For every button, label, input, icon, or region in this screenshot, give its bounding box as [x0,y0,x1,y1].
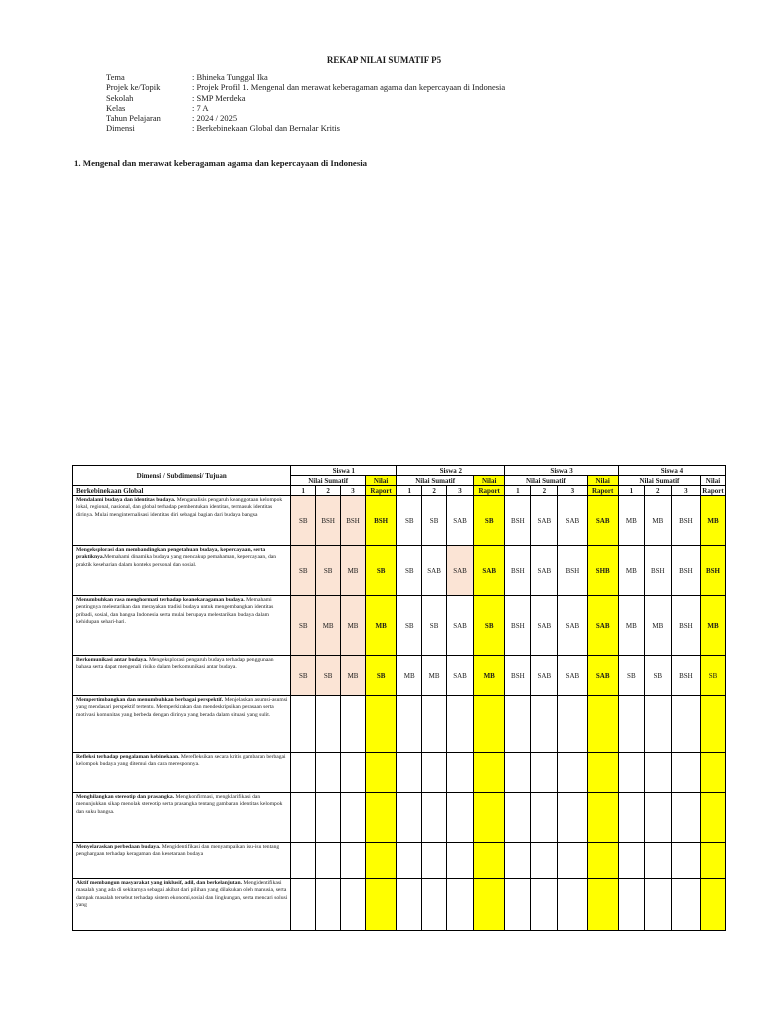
grade-cell [671,753,700,793]
subdimension-text: Merefleksikan secara kritis gambaran berbagai kelompok budaya yang ditemui dan cara meresponnya. [76,754,286,768]
grade-cell [291,696,316,753]
grade-cell: SAB [422,546,447,596]
grade-cell [316,696,341,753]
raport-grade-cell: SB [474,596,505,656]
grade-cell: BSH [671,596,700,656]
raport-grade-cell: SAB [587,596,618,656]
grade-cell [618,696,644,753]
raport-grade-cell [474,753,505,793]
subdimension-title: Menyelaraskan perbedaan budaya. [76,844,161,850]
raport-grade-cell: SAB [587,656,618,696]
subdimension-title: Menumbuhkan rasa menghormati terhadap keanekaragaman budaya. [76,597,245,603]
subdimension-title: Mendalami budaya dan identitas budaya. [76,497,176,503]
info-label: Dimensi [106,123,135,134]
grade-cell [558,793,587,843]
nilai-sumatif-header: Nilai Sumatif [505,476,587,486]
student-header: Siswa 2 [397,466,505,476]
assessment-number-header: 2 [531,486,558,496]
grade-cell: MB [341,656,366,696]
grade-cell [618,753,644,793]
grade-cell [558,843,587,879]
subdimension-description [73,879,291,931]
info-value: : Bhineka Tunggal Ika [192,72,268,82]
grade-cell [341,753,366,793]
grade-cell: BSH [505,596,531,656]
raport-grade-cell: SHB [587,546,618,596]
info-value: : Projek Profil 1. Mengenal dan merawat keberagaman agama dan kepercayaan di Indonesia [192,82,506,93]
grade-cell: BSH [671,546,700,596]
raport-grade-cell [474,843,505,879]
info-value: : 7 A [192,102,209,113]
raport-grade-cell [474,793,505,843]
grade-cell: SB [316,656,341,696]
raport-grade-cell [365,793,396,843]
grade-cell: SAB [531,656,558,696]
grade-cell: MB [618,596,644,656]
student-header: Siswa 3 [505,466,618,476]
grade-cell: SAB [447,546,474,596]
subdimension-text: Mengkonfirmasi, mengklarifikasi dan menunjukkan sikap menolak stereotip serta prasangka tentang gambaran identitas kelompok dan suku bangsa. [76,794,283,815]
table-row [73,496,726,546]
grade-cell [316,843,341,879]
raport-grade-cell [587,879,618,931]
grade-cell: SB [422,596,447,656]
nilai-header: Nilai [474,476,505,486]
grade-cell [558,879,587,931]
grade-cell [291,793,316,843]
raport-grade-cell: SAB [474,546,505,596]
grade-cell [644,843,671,879]
grade-cell [531,879,558,931]
info-value: : SMP Merdeka [192,92,246,103]
info-row-sekolah [106,93,505,103]
subdimension-description [73,496,291,546]
nilai-header: Nilai [365,476,396,486]
raport-grade-cell [587,753,618,793]
grade-cell [447,696,474,753]
subdimension-title: Berkomunikasi antar budaya. [76,657,148,663]
header-row [73,466,726,476]
grade-cell: BSH [316,496,341,546]
assessment-number-header: 2 [644,486,671,496]
subdimension-text: Mengidentifikasi masalah yang ada di sekitarnya sebagai akibat dari pilihan yang dilakukan oleh manusia, serta dampak masalah tersebut terhadap sistem ekonomi,sosial dan lingkungan, serta mencari solusi yang [76,880,288,909]
raport-grade-cell [365,696,396,753]
raport-grade-cell: SB [365,546,396,596]
grade-cell: BSH [558,546,587,596]
grade-cell [422,843,447,879]
grade-cell [291,843,316,879]
raport-grade-cell: MB [365,596,396,656]
section-title: 1. Mengenal dan merawat keberagaman agama dan kepercayaan di Indonesia [74,158,368,168]
grade-cell [397,843,422,879]
info-label: Kelas [106,102,126,113]
grade-cell: SAB [558,496,587,546]
grade-cell [341,696,366,753]
grade-cell: MB [644,496,671,546]
grade-cell: SAB [558,596,587,656]
grade-cell: SB [618,656,644,696]
grade-cell: BSH [644,546,671,596]
grade-cell [447,753,474,793]
raport-grade-cell [365,879,396,931]
grade-cell [447,793,474,843]
grade-cell [422,696,447,753]
grade-cell: BSH [505,546,531,596]
grade-cell [422,879,447,931]
grade-cell: MB [618,496,644,546]
table-row [73,696,726,753]
grade-cell: MB [644,596,671,656]
grade-cell: SAB [531,496,558,546]
dimension-header: Dimensi / Subdimensi/ Tujuan [73,466,291,486]
grade-cell: BSH [505,656,531,696]
raport-grade-cell: MB [701,596,726,656]
subdimension-text: Memahami dinamika budaya yang mencakup pemahaman, kepercayaan, dan praktik keseharian dalam konteks personal dan sosial. [76,554,277,568]
grade-cell: SB [291,496,316,546]
grade-cell [291,879,316,931]
raport-grade-cell: SB [474,496,505,546]
grade-cell [397,793,422,843]
grade-cell [316,753,341,793]
raport-grade-cell [587,843,618,879]
raport-grade-cell [701,879,726,931]
grade-cell [618,879,644,931]
header-row [73,486,726,496]
table-row [73,656,726,696]
grade-cell: MB [422,656,447,696]
subdimension-description [73,843,291,879]
info-row-projek [106,82,505,92]
nilai-header: Nilai [587,476,618,486]
grade-cell: MB [341,546,366,596]
grade-cell [531,753,558,793]
subdimension-title: Mengeksplorasi dan membandingkan pengetahuan budaya, kepercayaan, serta praktiknya. [76,547,266,561]
subdimension-description [73,696,291,753]
grade-cell [341,793,366,843]
dimension-label: Berkebinekaan Global [73,486,291,496]
grade-cell: MB [397,656,422,696]
grade-cell [644,879,671,931]
project-info [106,72,505,134]
assessment-number-header: 2 [316,486,341,496]
subdimension-description [73,753,291,793]
grade-cell: BSH [341,496,366,546]
subdimension-title: Aktif membangun masyarakat yang inklusif, adil, dan berkelanjutan. [76,880,242,886]
table-row [73,546,726,596]
nilai-header: Nilai [701,476,726,486]
grade-cell [671,843,700,879]
grade-cell [558,696,587,753]
info-label: Tahun Pelajaran [106,113,161,124]
grade-cell: SB [291,656,316,696]
raport-grade-cell [474,696,505,753]
subdimension-text: Menganalisis pengaruh keanggotaan kelompok lokal, regional, nasional, dan global terhadap pembentukan identitas, termasuk identitas dirinya. Mulai menginternalisasi identitas diri sebagai bagian dari budaya bangsa [76,497,283,518]
grade-cell [447,843,474,879]
raport-header: Raport [365,486,396,496]
grade-cell [447,879,474,931]
raport-grade-cell [701,753,726,793]
grade-cell: SAB [558,656,587,696]
info-row-tahun [106,113,505,123]
grade-cell: BSH [671,656,700,696]
grade-cell: SAB [531,596,558,656]
nilai-sumatif-header: Nilai Sumatif [291,476,366,486]
grade-cell: SB [644,656,671,696]
grade-cell: SB [291,596,316,656]
grade-cell [671,879,700,931]
grade-cell [531,843,558,879]
table-row [73,793,726,843]
grade-cell [397,696,422,753]
grade-cell: MB [316,596,341,656]
subdimension-description [73,656,291,696]
info-value: : Berkebinekaan Global dan Bernalar Kritis [192,123,340,134]
grade-cell [316,879,341,931]
raport-grade-cell [701,793,726,843]
grade-cell [618,793,644,843]
grade-cell: MB [618,546,644,596]
raport-grade-cell [365,753,396,793]
student-header: Siswa 4 [618,466,725,476]
grade-cell [531,696,558,753]
assessment-number-header: 3 [341,486,366,496]
assessment-number-header: 2 [422,486,447,496]
grade-cell [422,793,447,843]
subdimension-description [73,546,291,596]
grade-cell [397,753,422,793]
raport-header: Raport [587,486,618,496]
raport-grade-cell [587,696,618,753]
info-row-dimensi [106,123,505,133]
assessment-number-header: 3 [558,486,587,496]
info-label: Tema [106,72,125,82]
grade-cell [618,843,644,879]
grade-cell: BSH [671,496,700,546]
grade-cell: SAB [447,496,474,546]
grade-cell [505,696,531,753]
grade-cell: SB [316,546,341,596]
raport-grade-cell: BSH [365,496,396,546]
assessment-number-header: 1 [618,486,644,496]
raport-grade-cell: SAB [587,496,618,546]
grade-cell [505,793,531,843]
grade-cell: SB [422,496,447,546]
subdimension-text: Menjelaskan asumsi-asumsi yang mendasari perspektif tertentu. Memperkirakan dan mendeskripsikan perasaan serta motivasi komunitas yang berbeda dengan dirinya yang berada dalam situasi yang sulit. [76,697,288,718]
subdimension-description [73,596,291,656]
grade-cell: SB [291,546,316,596]
grade-cell [644,793,671,843]
raport-grade-cell [587,793,618,843]
grade-cell [558,753,587,793]
grade-cell [505,879,531,931]
grade-cell [644,696,671,753]
page-title: REKAP NILAI SUMATIF P5 [326,55,442,65]
subdimension-title: Menghilangkan stereotip dan prasangka. [76,794,175,800]
grade-cell [397,879,422,931]
assessment-number-header: 1 [291,486,316,496]
assessment-number-header: 1 [397,486,422,496]
table-row [73,843,726,879]
table-row [73,753,726,793]
info-label: Sekolah [106,92,134,103]
grade-cell [291,753,316,793]
info-value: : 2024 / 2025 [192,113,238,124]
table-row [73,879,726,931]
grade-cell [422,753,447,793]
raport-grade-cell [365,843,396,879]
raport-header: Raport [702,486,724,495]
raport-header: Raport [474,486,505,496]
nilai-sumatif-header: Nilai Sumatif [618,476,700,486]
raport-grade-cell [701,843,726,879]
raport-grade-cell: BSH [701,546,726,596]
raport-grade-cell: SB [701,656,726,696]
grade-cell: SAB [447,596,474,656]
grade-cell [341,879,366,931]
raport-grade-cell: MB [474,656,505,696]
assessment-number-header: 3 [447,486,474,496]
table-row [73,596,726,656]
student-header: Siswa 1 [291,466,397,476]
grades-table [72,465,726,931]
raport-grade-cell [474,879,505,931]
subdimension-title: Mempertimbangkan dan menumbuhkan berbagai perspektif. [76,697,224,703]
info-row-tema [106,72,505,82]
grade-cell [531,793,558,843]
subdimension-title: Refleksi terhadap pengalaman kebinekaan. [76,754,180,760]
assessment-number-header: 1 [505,486,531,496]
info-label: Projek ke/Topik [106,82,161,93]
grade-cell [505,843,531,879]
grade-cell [644,753,671,793]
assessment-number-header: 3 [671,486,700,496]
grade-cell: SB [397,596,422,656]
subdimension-description [73,793,291,843]
subdimension-text: Mengidentifikasi dan menyampaikan isu-isu tentang penghargaan terhadap keragaman dan kesetaraan budaya [76,844,280,858]
grade-cell [671,696,700,753]
grade-cell: SB [397,546,422,596]
raport-grade-cell: SB [365,656,396,696]
raport-grade-cell: MB [701,496,726,546]
grade-cell [316,793,341,843]
grade-cell [341,843,366,879]
grade-cell: BSH [505,496,531,546]
grade-cell [671,793,700,843]
raport-grade-cell [701,696,726,753]
subdimension-text: Memahami pentingnya melestarikan dan merayakan tradisi budaya untuk mengembangkan identitas pribadi, sosial, dan bangsa Indonesia serta mulai berupaya melestarikan budaya dalam kehidupan sehari-hari. [76,597,274,626]
grade-cell: SB [397,496,422,546]
nilai-sumatif-header: Nilai Sumatif [397,476,474,486]
subdimension-text: Mengeksplorasi pengaruh budaya terhadap penggunaan bahasa serta dapat mengenali risiko dalam berkomunikasi antar budaya. [76,657,274,671]
grade-cell [505,753,531,793]
info-row-kelas [106,103,505,113]
grade-cell: SAB [531,546,558,596]
grade-cell: MB [341,596,366,656]
grade-cell: SAB [447,656,474,696]
